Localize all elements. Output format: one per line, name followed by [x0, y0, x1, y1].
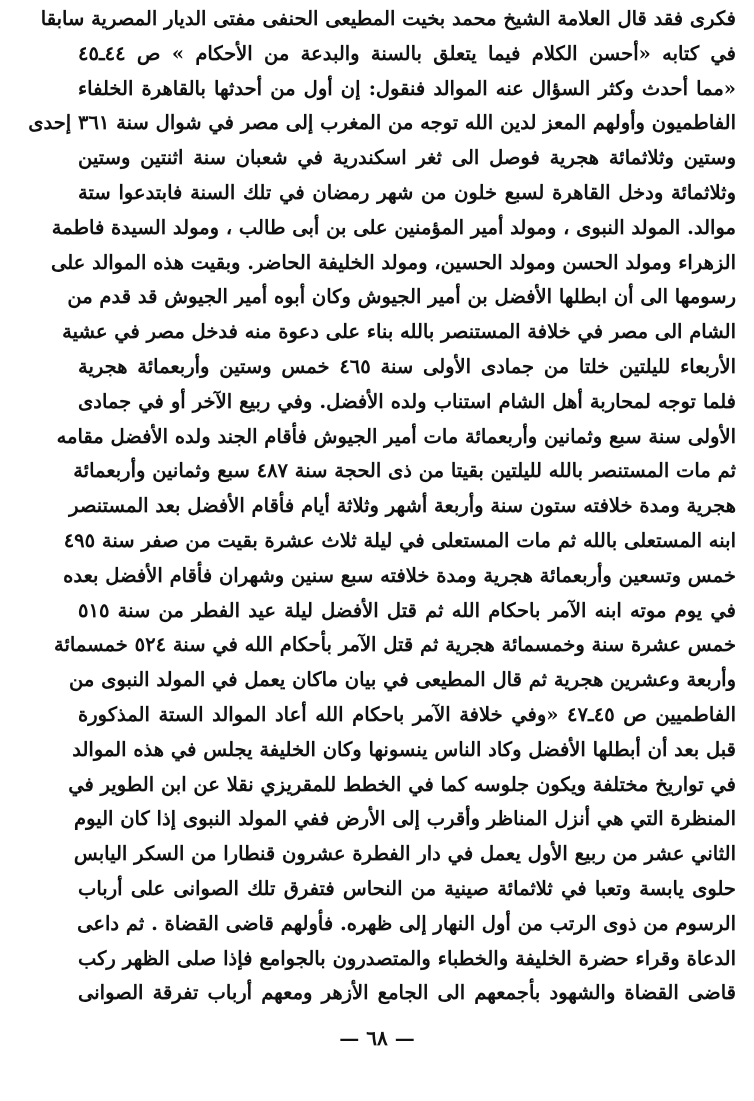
text-line: الفاطميون وأولهم المعز لدين الله توجه من المغرب إلى مصر في شوال سنة ٣٦١ إحدى [28, 111, 736, 135]
text-line: «مما أحدث وكثر السؤال عنه الموالد فنقول: إن أول من أحدثها بالقاهرة الخلفاء [78, 76, 736, 100]
text-line: قبل بعد أن أبطلها الأفضل وكاد الناس ينسونها وكان الخليفة يجلس في هذه الموالد [72, 737, 736, 761]
text-line: خمس وتسعين وأربعمائة هجرية ومدة خلافته سبع سنين وشهران فأقام الأفضل بعده [63, 563, 736, 587]
text-line: وستين وثلاثمائة هجرية فوصل الى ثغر اسكندرية في شعبان سنة اثنتين وستين [78, 146, 736, 170]
text-line: ثم مات المستنصر بالله لليلتين بقيتا من ذى الحجة سنة ٤٨٧ سبع وثمانين وأربعمائة [73, 459, 736, 483]
text-line: ابنه المستعلى بالله ثم مات المستعلى في ليلة ثلاث عشرة بقيت من صفر سنة ٤٩٥ [63, 528, 736, 552]
text-line: موالد. المولد النبوى ، ومولد أمير المؤمنين على بن أبى طالب ، ومولد السيدة فاطمة [51, 215, 736, 239]
text-line: وثلاثمائة ودخل القاهرة لسبع خلون من شهر رمضان في تلك السنة فابتدعوا ستة [78, 180, 736, 204]
text-line: الرسوم من ذوى الرتب من أول النهار إلى ظهره. فأولهم قاضى القضاة . ثم داعى [77, 911, 736, 935]
text-line: الدعاة وقراء حضرة الخليفة والخطباء والمتصدرون بالجوامع فإذا صلى الظهر ركب [78, 946, 736, 970]
text-line: الأولى سنة سبع وثمانين وأربعمائة مات أمير الجيوش فأقام الجند ولده الأفضل مقامه [56, 424, 736, 448]
text-line: رسومها الى أن ابطلها الأفضل بن أمير الجيوش وكان أبوه أمير الجيوش قد قدم من [67, 285, 736, 309]
text-line: هجرية ومدة خلافته ستون سنة وأربعة أشهر وثلاثة أيام فأقام الأفضل بعد المستنصر [69, 494, 736, 518]
text-line: وأربعة وعشرين هجرية ثم قال المطيعى في بيان ماكان يعمل في المولد النبوى من [69, 668, 736, 692]
text-line: في يوم موته ابنه الآمر باحكام الله ثم قتل الأفضل ليلة عيد الفطر من سنة ٥١٥ [78, 598, 736, 622]
text-line: فلما توجه لمحاربة أهل الشام استناب ولده الأفضل. وفي ربيع الآخر أو في جمادى [78, 389, 736, 413]
text-line: الثاني عشر من ربيع الأول يعمل في دار الفطرة عشرون قنطارا من السكر اليابس [73, 842, 736, 866]
text-line: في تواريخ مختلفة ويكون جلوسه كما في الخطط للمقريزي نقلا عن ابن الطوير في [68, 772, 736, 796]
text-line: قاضى القضاة والشهود بأجمعهم الى الجامع الأزهر ومعهم أرباب تفرقة الصوانى [78, 981, 736, 1005]
page-number: — ٦٨ — [339, 1026, 415, 1050]
body-text [28, 2, 736, 1011]
text-line: الشام الى مصر في خلافة المستنصر بالله بناء على دعوة منه فدخل مصر في عشية [62, 320, 736, 344]
text-line: المنظرة التي هي أنزل المناظر وأقرب إلى الأرض ففي المولد النبوى إذا كان اليوم [74, 807, 736, 831]
text-line: في كتابه «أحسن الكلام فيما يتعلق بالسنة والبدعة من الأحكام » ص ٤٤ـ٤٥ [78, 41, 736, 65]
text-line: الزهراء ومولد الحسن ومولد الحسين، ومولد الخليفة الحاضر. وبقيت هذه الموالد على [50, 250, 736, 274]
text-line: فكرى فقد قال العلامة الشيخ محمد بخيت المطيعى الحنفى مفتى الديار المصرية سابقا [40, 7, 736, 30]
text-line: الأربعاء لليلتين خلتا من جمادى الأولى سنة ٤٦٥ خمس وستين وأربعمائة هجرية [78, 354, 736, 378]
text-line: الفاطميين ص ٤٥ـ٤٧ «وفي خلافة الآمر باحكام الله أعاد الموالد الستة المذكورة [78, 702, 736, 726]
text-line: خمس عشرة سنة وخمسمائة هجرية ثم قتل الآمر بأحكام الله في سنة ٥٢٤ خمسمائة [54, 633, 736, 657]
text-line: حلوى يابسة وتعبا في ثلاثمائة صينية من النحاس فتفرق تلك الصوانى على أرباب [78, 876, 736, 900]
